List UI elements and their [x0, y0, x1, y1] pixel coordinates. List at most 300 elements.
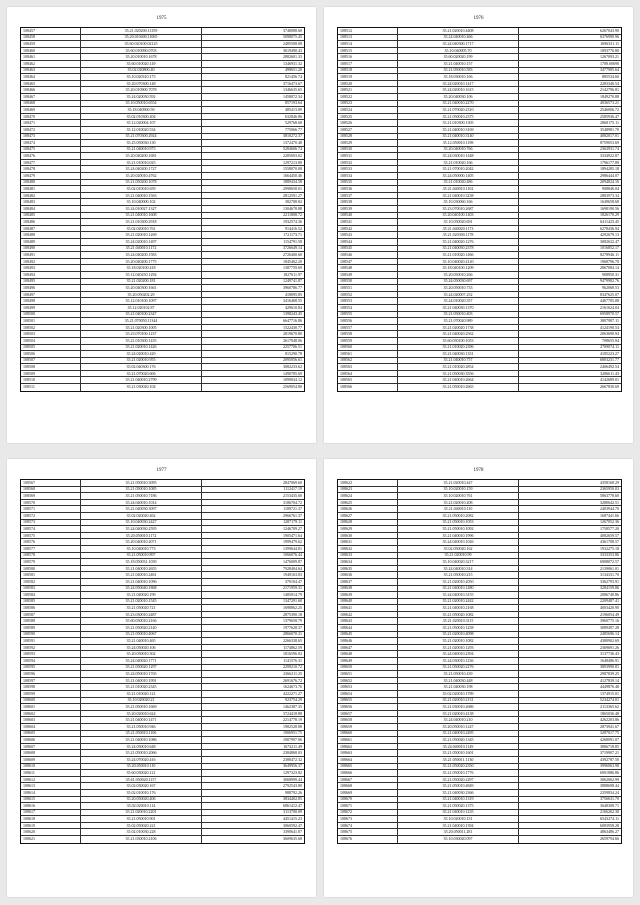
table-row: [338, 717, 621, 724]
code-cell: 35.21.040010.2664: [398, 377, 519, 383]
table-row: [21, 180, 304, 187]
table-row: [21, 797, 304, 804]
table-row: [338, 351, 621, 358]
amount-cell: 3619490.43: [283, 47, 302, 53]
record-number-cell: 108525: [338, 114, 398, 120]
record-number-cell: 108529: [338, 140, 398, 146]
code-cell: 35.21.050020.1082: [398, 612, 519, 618]
amount-cell: 908846.04: [602, 186, 619, 192]
table-row: [21, 377, 304, 384]
record-number-cell: 108569: [21, 493, 81, 499]
record-number-cell: 108605: [21, 731, 81, 737]
page-year-title: 1976: [473, 16, 484, 21]
amount-cell: 1112417.19: [283, 486, 302, 492]
amount-cell: 2868175.11: [600, 120, 619, 126]
amount-cell: 3807987.11: [600, 318, 619, 323]
amount-cell: 3416468.55: [283, 298, 302, 304]
code-cell: 35.21.040020.2562: [398, 331, 519, 337]
code-cell: 35.12.050010.1198: [398, 140, 519, 146]
table-row: [338, 698, 621, 705]
table-row: [338, 134, 621, 141]
amount-cell: 2691676.72: [283, 677, 302, 683]
table-row: [338, 384, 621, 391]
table-row: [21, 285, 304, 292]
code-cell: 35.02.010300.204: [81, 114, 202, 120]
table-row: [21, 757, 304, 764]
code-cell: 35.20.010010.1678: [81, 54, 202, 60]
table-row: [21, 579, 304, 586]
table-row: [21, 559, 304, 566]
code-cell: 35.10.040010.773: [81, 546, 202, 552]
record-number-cell: 108519: [338, 74, 398, 80]
code-cell: 35.21.010020.1466: [398, 252, 519, 258]
amount-cell: 1267093.21: [600, 54, 619, 60]
code-cell: 35.20.040010.2071: [81, 539, 202, 545]
table-row: [21, 193, 304, 200]
amount-cell: 2299210.72: [283, 664, 302, 670]
amount-cell: 2196054.49: [600, 611, 619, 617]
table-row: [338, 265, 621, 272]
code-cell: 35.24.050030.697: [398, 279, 519, 285]
amount-cell: 1696331.11: [600, 41, 619, 46]
code-cell: 35.21.070050.11344: [81, 318, 202, 324]
code-cell: 35.21.050010.2066: [81, 750, 202, 756]
amount-cell: 2485508.08: [283, 41, 302, 46]
amount-cell: 3649956.37: [283, 763, 302, 769]
record-number-cell: 108496: [21, 285, 81, 291]
code-cell: 35.24.010027.1327: [81, 206, 202, 212]
code-cell: 35.10.050020.691: [398, 219, 519, 225]
amount-cell: 2792543.80: [283, 783, 302, 789]
code-cell: 35.21.040010.2495: [398, 731, 519, 737]
record-number-cell: 108546: [338, 252, 398, 258]
table-row: [338, 206, 621, 213]
record-number-cell: 108553: [338, 298, 398, 304]
page-year-title: 1977: [156, 468, 167, 473]
table-row: [21, 325, 304, 332]
table-row: [21, 566, 304, 573]
table-row: [21, 810, 304, 817]
code-cell: 35.21.040030.3097: [81, 506, 202, 512]
amount-cell: 1698190.56: [600, 206, 619, 211]
amount-cell: 3334922.87: [600, 153, 619, 159]
amount-cell: 2667830.69: [600, 384, 619, 390]
amount-cell: 3186704.72: [283, 499, 302, 505]
amount-cell: 2546006.72: [600, 107, 619, 112]
record-number-cell: 108598: [21, 684, 81, 690]
code-cell: 35.24.040200.1583: [81, 252, 202, 258]
amount-cell: 1673211.49: [283, 743, 302, 749]
table-row: [21, 500, 304, 507]
record-number-cell: 108476: [21, 153, 81, 159]
table-row: [338, 724, 621, 731]
table-row: [21, 345, 304, 352]
table-row: [338, 345, 621, 352]
table-row: [21, 698, 304, 705]
table-row: [21, 305, 304, 312]
amount-cell: 9479982.76: [600, 278, 619, 284]
record-number-cell: 108467: [21, 94, 81, 100]
amount-cell: 3834402.85: [283, 796, 302, 802]
amount-cell: 4082659.57: [600, 532, 619, 538]
record-number-cell: 108585: [21, 599, 81, 605]
table-row: [21, 691, 304, 698]
record-number-cell: 108517: [338, 61, 398, 67]
record-number-cell: 108597: [21, 678, 81, 684]
record-number-cell: 108470: [21, 114, 81, 120]
record-number-cell: 108543: [338, 232, 398, 238]
record-number-cell: 108619: [21, 823, 81, 829]
amount-cell: 2617948.06: [283, 337, 302, 343]
record-number-cell: 108664: [338, 757, 398, 763]
amount-cell: 2812591.27: [283, 192, 302, 198]
code-cell: 35.12.020004.107: [81, 120, 202, 126]
table-row: [21, 632, 304, 639]
code-cell: 35.21.050020.1297: [81, 665, 202, 671]
amount-cell: 815290.78: [285, 351, 302, 356]
record-number-cell: 108568: [21, 487, 81, 493]
table-row: [21, 737, 304, 744]
record-number-cell: 108626: [338, 506, 398, 512]
table-row: [21, 153, 304, 160]
table-row: [338, 292, 621, 299]
amount-cell: 6647716.86: [283, 318, 302, 323]
amount-cell: 5284606.74: [283, 146, 302, 152]
record-number-cell: 108522: [338, 94, 398, 100]
code-cell: 35.02.020800.40: [81, 68, 202, 74]
record-number-cell: 108575: [21, 533, 81, 539]
table-row: [338, 358, 621, 365]
record-number-cell: 108613: [21, 783, 81, 789]
table-row: [338, 61, 621, 68]
record-number-cell: 108556: [338, 318, 398, 324]
table-row: [338, 645, 621, 652]
record-number-cell: 108515: [338, 48, 398, 54]
table-row: [21, 81, 304, 88]
table-row: [338, 566, 621, 573]
table-row: [338, 87, 621, 94]
record-number-cell: 108498: [21, 298, 81, 304]
code-cell: 35.21.050010.1085: [81, 487, 202, 493]
code-cell: 35.21.040100.2347: [81, 312, 202, 318]
code-cell: 35.24.040010.1014: [81, 500, 202, 506]
table-row: [338, 711, 621, 718]
amount-cell: 4268091.07: [600, 737, 619, 742]
records-table: [337, 479, 622, 844]
code-cell: 35.21.040010.1991: [81, 678, 202, 684]
code-cell: 35.21.040030.1370: [398, 305, 519, 311]
table-row: [338, 579, 621, 586]
table-row: [338, 305, 621, 312]
record-number-cell: 108571: [21, 506, 81, 512]
amount-cell: 3082632.47: [600, 239, 619, 244]
table-row: [338, 599, 621, 606]
table-row: [338, 127, 621, 134]
amount-cell: 6803231.77: [600, 357, 619, 363]
table-row: [338, 605, 621, 612]
record-number-cell: 108520: [338, 81, 398, 87]
amount-cell: 1346635.65: [283, 87, 302, 93]
record-number-cell: 108527: [338, 127, 398, 133]
table-row: [21, 599, 304, 606]
amount-cell: 2709074.11: [600, 344, 619, 350]
record-number-cell: 108573: [21, 520, 81, 526]
code-cell: 35.12.010100.1097: [81, 298, 202, 304]
table-row: [338, 48, 621, 55]
code-cell: 35.21.050010.1258: [398, 625, 519, 631]
table-row: [21, 259, 304, 266]
record-number-cell: 108663: [338, 750, 398, 756]
record-number-cell: 108633: [338, 553, 398, 559]
code-cell: 35.21.040010.1996: [398, 533, 519, 539]
table-row: [21, 252, 304, 259]
amount-cell: 2847069.60: [283, 480, 302, 485]
record-number-cell: 108622: [338, 480, 398, 486]
record-number-cell: 108640: [338, 599, 398, 605]
amount-cell: 1698862.25: [283, 605, 302, 611]
table-row: [338, 586, 621, 593]
amount-cell: 1476009.87: [283, 559, 302, 564]
table-row: [21, 539, 304, 546]
table-row: [21, 351, 304, 358]
table-row: [338, 232, 621, 239]
amount-cell: 3134331.70: [600, 572, 619, 578]
record-number-cell: 108486: [21, 219, 81, 225]
record-number-cell: 108589: [21, 625, 81, 631]
record-number-cell: 108485: [21, 213, 81, 219]
table-row: [338, 612, 621, 619]
table-row: [338, 74, 621, 81]
amount-cell: 1458072.34: [283, 93, 302, 99]
amount-cell: 1649658.68: [600, 199, 619, 205]
table-row: [21, 41, 304, 48]
code-cell: 35.21.070010.2042: [398, 166, 519, 172]
amount-cell: 8759053.69: [600, 140, 619, 145]
records-table: [20, 479, 305, 844]
record-number-cell: 108669: [338, 790, 398, 796]
table-row: [21, 292, 304, 299]
record-number-cell: 108557: [338, 325, 398, 331]
amount-cell: 775066.77: [285, 126, 302, 132]
code-cell: 35.21.020300.1178: [398, 232, 519, 238]
record-number-cell: 108460: [21, 48, 81, 54]
record-number-cell: 108534: [338, 173, 398, 179]
table-row: [21, 520, 304, 527]
table-row: [338, 836, 621, 843]
record-number-cell: 108524: [338, 107, 398, 113]
record-number-cell: 108601: [21, 704, 81, 710]
table-row: [21, 186, 304, 193]
code-cell: 35.61.050020.1157: [81, 777, 202, 783]
amount-cell: 3062062.99: [600, 776, 619, 782]
table-row: [338, 744, 621, 751]
code-cell: 35.21.040010.2799: [81, 377, 202, 383]
record-number-cell: 108545: [338, 246, 398, 252]
record-number-cell: 108572: [21, 513, 81, 519]
table-row: [338, 272, 621, 279]
table-row: [338, 331, 621, 338]
table-row: [338, 259, 621, 266]
record-number-cell: 108564: [338, 371, 398, 377]
code-cell: 35.21.020010.2131: [398, 698, 519, 704]
amount-cell: 2726400.60: [283, 252, 302, 257]
amount-cell: 708655.94: [602, 337, 619, 343]
table-row: [338, 487, 621, 494]
amount-cell: 1374915.01: [600, 691, 619, 696]
code-cell: 35.21.050020.2140: [81, 625, 202, 631]
table-row: [338, 325, 621, 332]
table-row: [338, 480, 621, 487]
table-row: [338, 312, 621, 319]
record-number-cell: 108607: [21, 744, 81, 750]
record-number-cell: 108645: [338, 632, 398, 638]
code-cell: 35.21.050010.901: [81, 816, 202, 822]
amount-cell: 1347291.60: [283, 598, 302, 604]
code-cell: 35.21.050010.946: [81, 724, 202, 730]
code-cell: 35.18.050031.1039: [81, 559, 202, 565]
table-row: [21, 312, 304, 319]
table-row: [21, 94, 304, 101]
table-row: [338, 829, 621, 836]
record-number-cell: 108592: [21, 645, 81, 651]
table-row: [338, 533, 621, 540]
code-cell: 35.21.040050.2378: [398, 246, 519, 252]
code-cell: 35.10.050010.6554: [81, 101, 202, 107]
code-cell: 35.24.040010.2394: [398, 651, 519, 657]
table-row: [21, 101, 304, 108]
code-cell: 35.24.040020.1771: [81, 658, 202, 664]
record-number-cell: 108560: [338, 345, 398, 351]
amount-cell: 2266338.65: [283, 638, 302, 644]
amount-cell: 2257706.51: [283, 344, 302, 350]
amount-cell: 2366211.25: [283, 671, 302, 677]
code-cell: 35.24.040030.2595: [81, 526, 202, 532]
amount-cell: 3960786.77: [283, 285, 302, 290]
code-cell: 35.21.040010.975: [81, 147, 202, 153]
record-number-cell: 108611: [21, 770, 81, 776]
code-cell: 35.24.020030.592: [81, 94, 202, 100]
amount-cell: 857193.64: [285, 100, 302, 106]
table-row: [338, 797, 621, 804]
code-cell: 35.18.040100.1209: [398, 265, 519, 271]
amount-cell: 1287179.11: [283, 519, 302, 525]
record-number-cell: 108577: [21, 546, 81, 552]
amount-cell: 3082233.62: [283, 364, 302, 370]
record-number-cell: 108616: [21, 803, 81, 809]
record-number-cell: 108646: [338, 638, 398, 644]
record-number-cell: 108547: [338, 259, 398, 265]
record-number-cell: 108516: [338, 54, 398, 60]
table-row: [338, 114, 621, 121]
amount-cell: 1189721.37: [283, 506, 302, 512]
code-cell: 35.21.050010.4849: [398, 783, 519, 789]
code-cell: 35.21.010020.166: [398, 160, 519, 166]
amount-cell: 4392787.50: [600, 756, 619, 762]
code-cell: 35.21.030020.104: [81, 384, 202, 391]
code-cell: 35.20.050010.733: [398, 285, 519, 291]
amount-cell: 5098075.45: [283, 34, 302, 40]
record-number-cell: 108614: [21, 790, 81, 796]
table-row: [21, 173, 304, 180]
record-number-cell: 108651: [338, 671, 398, 677]
table-row: [338, 120, 621, 127]
record-number-cell: 108642: [338, 612, 398, 618]
code-cell: 35.21.010010.025: [81, 160, 202, 166]
amount-cell: 1093776.80: [600, 47, 619, 53]
code-cell: 35.10.040030.2427: [81, 520, 202, 526]
code-cell: 35.21.040010.1480: [398, 586, 519, 592]
amount-cell: 1758577.20: [600, 526, 619, 531]
table-row: [21, 68, 304, 75]
code-cell: 35.24.050020.106: [81, 645, 202, 651]
table-row: [21, 364, 304, 371]
amount-cell: 923754.29: [285, 697, 302, 703]
amount-cell: 3609635.68: [283, 836, 302, 842]
table-row: [21, 533, 304, 540]
amount-cell: 2171959.31: [283, 585, 302, 591]
code-cell: 35.21.020200.11359: [81, 28, 202, 34]
code-cell: 35.10.020010.151: [398, 816, 519, 822]
code-cell: 35.24.040300.1717: [398, 41, 519, 47]
record-number-cell: 108615: [21, 797, 81, 803]
amount-cell: 1297323.82: [283, 770, 302, 775]
record-number-cell: 108624: [338, 493, 398, 499]
amount-cell: 4863486.27: [600, 829, 619, 835]
document-page-1976: [324, 7, 633, 443]
table-row: [21, 553, 304, 560]
record-number-cell: 108518: [338, 68, 398, 74]
code-cell: 35.21.050010.403: [398, 312, 519, 318]
amount-cell: 1398243.45: [283, 311, 302, 317]
table-row: [21, 816, 304, 823]
table-row: [338, 520, 621, 527]
code-cell: 35.02.050020.221: [81, 823, 202, 829]
record-number-cell: 108473: [21, 134, 81, 140]
table-row: [21, 384, 304, 391]
record-number-cell: 108508: [21, 364, 81, 370]
document-page-1978: [324, 459, 633, 897]
record-number-cell: 108673: [338, 816, 398, 822]
record-number-cell: 108656: [338, 704, 398, 710]
code-cell: 35.20.050010.1247: [398, 724, 519, 730]
amount-cell: 6958970.57: [600, 311, 619, 317]
table-row: [21, 199, 304, 206]
code-cell: 35.18.030010.166: [398, 74, 519, 80]
record-number-cell: 108637: [338, 579, 398, 585]
record-number-cell: 108661: [338, 737, 398, 743]
amount-cell: 3113700.09: [283, 809, 302, 815]
code-cell: 35.21.050020.721: [81, 605, 202, 611]
code-cell: 35.02.040300.176: [81, 364, 202, 370]
record-number-cell: 108586: [21, 605, 81, 611]
record-number-cell: 108591: [21, 638, 81, 644]
code-cell: 35.21.070020.2310: [398, 107, 519, 113]
code-cell: 35.20.040300.1661: [81, 285, 202, 291]
record-number-cell: 108554: [338, 305, 398, 311]
table-row: [21, 526, 304, 533]
amount-cell: 3960775.16: [600, 618, 619, 624]
amount-cell: 3716473.67: [283, 80, 302, 86]
code-cell: 35.21.040010.3140: [398, 134, 519, 140]
amount-cell: 3287017.75: [600, 730, 619, 736]
table-row: [21, 651, 304, 658]
code-cell: 35.24.040010.1149: [398, 744, 519, 750]
amount-cell: 1346931.32: [283, 60, 302, 66]
code-cell: 35.21.050010.2375: [398, 114, 519, 120]
amount-cell: 3477985.64: [600, 67, 619, 73]
record-number-cell: 108593: [21, 651, 81, 657]
code-cell: 35.21.020010.1293: [398, 645, 519, 651]
